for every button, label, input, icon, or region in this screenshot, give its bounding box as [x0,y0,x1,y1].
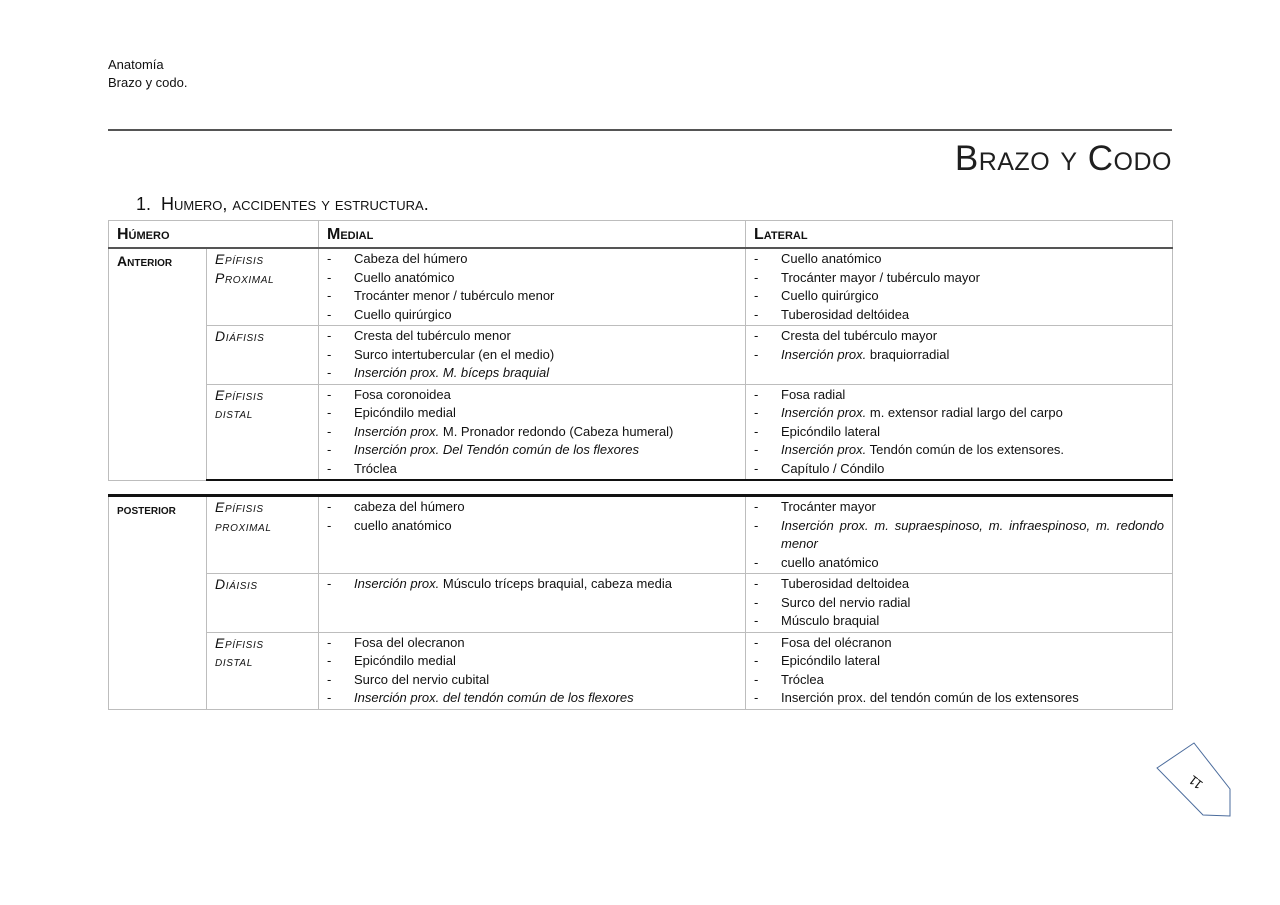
item-text: Epicóndilo medial [354,405,456,420]
lateral-cell [746,384,1173,480]
list-item [754,594,1164,613]
medial-list [327,634,737,708]
lateral-list [754,250,1164,324]
list-item [754,612,1164,631]
italic-term: Inserción prox. [781,405,867,420]
subregion-line1: Epífisis [215,386,264,403]
list-item [327,517,737,536]
section-number: 1. [136,194,152,214]
table-row [109,248,1173,326]
region-posterior: posterior [109,496,207,710]
item-text: Surco del nervio radial [781,594,911,610]
subregion-line1: Diáfisis [215,328,265,344]
item-text: Tuberosidad deltoidea [781,576,910,591]
item-text: Cuello anatómico [354,269,455,285]
medial-cell [319,326,746,385]
list-item [754,327,1164,346]
list-item [327,327,737,346]
lateral-cell [746,632,1173,709]
item-text: Cuello quirúrgico [354,306,452,322]
italic-term: Inserción prox. m. supraespinoso, m. infraespinoso, m. redondo menor [781,517,1164,551]
subregion-line1: Epífisis [215,499,264,515]
list-item [327,346,737,365]
italic-term: Inserción prox. [354,423,440,439]
italic-term: Inserción prox. [781,442,867,457]
subregion-cell [207,496,319,574]
header-row [109,221,1173,249]
list-item [327,250,737,269]
list-item [327,498,737,517]
header-topic: Brazo y codo. [108,75,188,90]
item-text: Surco intertubercular (en el medio) [354,346,555,362]
medial-cell [319,248,746,326]
list-item [327,671,737,690]
item-text: Fosa del olécranon [781,634,892,650]
list-item [327,441,737,460]
item-text: Surco del nervio cubital [354,671,490,687]
running-header [108,56,188,92]
list-item [754,460,1164,479]
italic-term: Inserción prox. del tendón común de los flexores [354,690,634,705]
item-text: cuello anatómico [354,517,452,533]
subregion-cell [207,326,319,385]
list-item [754,404,1164,423]
posterior-table [108,494,1173,710]
list-item [327,404,737,423]
item-text: Capítulo / Cóndilo [781,460,885,476]
medial-cell [319,496,746,574]
medial-cell [319,574,746,633]
list-item [754,634,1164,653]
table-row [109,384,1173,480]
list-item [327,287,737,306]
header-rule [108,129,1172,131]
item-text: Tróclea [354,460,397,476]
table-row [109,326,1173,385]
section-heading [136,192,429,216]
subregion-line2: Proximal [215,269,275,286]
subregion-cell [207,632,319,709]
subregion-line2: distal [215,405,253,421]
header-lateral: Lateral [746,221,1173,249]
list-item [327,689,737,708]
medial-list [327,498,737,535]
list-item [754,652,1164,671]
item-text: braquiorradial [866,346,950,362]
anterior-table [108,220,1173,481]
list-item [327,575,737,594]
italic-term: Inserción prox. Del Tendón común de los flexores [354,442,639,457]
subregion-cell [207,574,319,633]
item-text: Trocánter mayor [781,499,876,514]
lateral-cell [746,496,1173,574]
table-row [109,632,1173,709]
list-item [327,460,737,479]
subregion-line1: Diáisis [215,576,258,592]
lateral-list [754,575,1164,631]
header-subject: Anatomía [108,57,164,72]
region-anterior: Anterior [109,248,207,480]
medial-list [327,327,737,383]
list-item [754,423,1164,442]
subregion-line1: Epífisis [215,251,264,267]
item-text: Epicóndilo lateral [781,423,881,439]
lateral-cell [746,326,1173,385]
item-text: Cuello anatómico [781,251,882,266]
item-text: Fosa del olecranon [354,634,465,650]
lateral-cell [746,574,1173,633]
page-number: 11 [1185,772,1206,793]
item-text: Fosa coronoidea [354,386,451,402]
item-text: M. Pronador redondo (Cabeza humeral) [439,423,674,439]
subregion-cell [207,248,319,326]
subregion-line1: Epífisis [215,634,264,651]
list-item [327,634,737,653]
list-item [754,517,1164,554]
table-row [109,496,1173,574]
item-text: Músculo braquial [781,613,880,628]
list-item [754,306,1164,325]
list-item [754,386,1164,405]
header-medial: Medial [319,221,746,249]
item-text: Fosa radial [781,386,846,402]
item-text: Tuberosidad deltóidea [781,306,910,322]
item-text: Tróclea [781,671,824,687]
list-item [327,652,737,671]
list-item [754,671,1164,690]
item-text: cuello anatómico [781,554,879,570]
medial-cell [319,384,746,480]
item-text: Trocánter menor / tubérculo menor [354,288,555,303]
list-item [754,575,1164,594]
item-text: Tendón común de los extensores. [866,442,1065,457]
italic-term: Inserción prox. [354,576,440,591]
section-label: Humero, accidentes y estructura. [161,194,429,214]
item-text: Cresta del tubérculo menor [354,328,511,343]
list-item [327,423,737,442]
item-text: Epicóndilo lateral [781,653,881,668]
medial-list [327,250,737,324]
lateral-list [754,327,1164,364]
list-item [754,346,1164,365]
item-text: Trocánter mayor / tubérculo mayor [781,269,980,285]
item-text: m. extensor radial largo del carpo [866,405,1063,420]
item-text: Epicóndilo medial [354,653,456,668]
item-text: Músculo tríceps braquial, cabeza media [439,576,672,591]
list-item [327,386,737,405]
list-item [754,441,1164,460]
item-text: cabeza del húmero [354,499,465,514]
lateral-list [754,386,1164,479]
subregion-line2: distal [215,653,253,669]
italic-term: Inserción prox. M. bíceps braquial [354,365,550,380]
list-item [754,287,1164,306]
list-item [754,250,1164,269]
list-item [754,498,1164,517]
medial-cell [319,632,746,709]
item-text: Cuello quirúrgico [781,288,879,303]
italic-term: Inserción prox. [781,346,867,362]
list-item [327,269,737,288]
subregion-line2: proximal [215,517,272,534]
lateral-cell [746,248,1173,326]
medial-list [327,386,737,479]
list-item [754,554,1164,573]
item-text: Inserción prox. del tendón común de los extensores [781,690,1079,705]
lateral-list [754,498,1164,572]
lateral-list [754,634,1164,708]
item-text: Cabeza del húmero [354,251,468,266]
item-text: Cresta del tubérculo mayor [781,328,938,343]
header-humero: Húmero [109,221,319,249]
list-item [754,689,1164,708]
list-item [327,306,737,325]
medial-list [327,575,737,594]
list-item [754,269,1164,288]
subregion-cell [207,384,319,480]
page-number-tag [1156,742,1232,818]
table-row [109,574,1173,633]
list-item [327,364,737,383]
page-title: Brazo y Codo [954,139,1172,178]
